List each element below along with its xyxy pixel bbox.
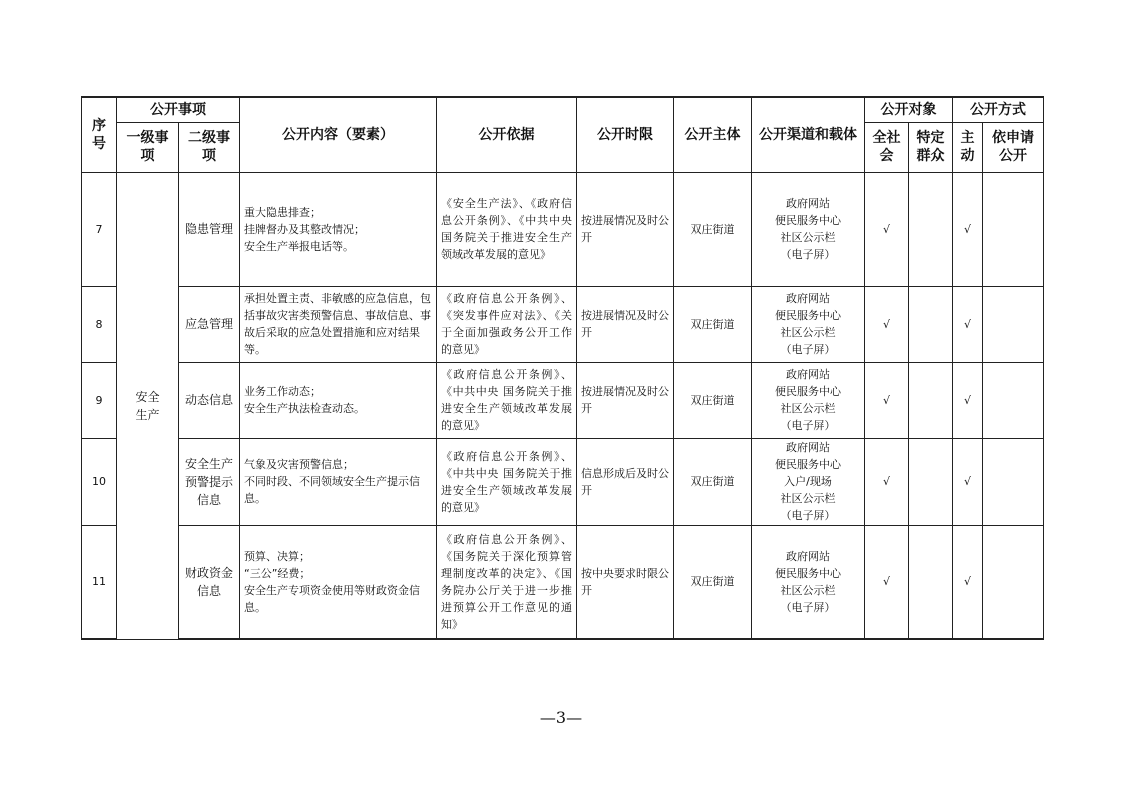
- header-content: 公开内容（要素）: [240, 97, 437, 172]
- subject-cell: 双庄街道: [674, 362, 752, 438]
- seq-cell: 9: [82, 362, 117, 438]
- basis-cell: 《政府信息公开条例》、《中共中央 国务院关于推进安全生产领域改革发展的意见》: [437, 438, 577, 525]
- channel-line: 政府网站: [786, 549, 830, 563]
- level1-category-cell: 安全生产: [117, 172, 179, 639]
- method-apply-cell: [983, 286, 1044, 362]
- channel-line: 便民服务中心: [775, 214, 841, 227]
- seq-cell: 10: [82, 438, 117, 525]
- level2-cell: 隐患管理: [179, 172, 240, 286]
- table-row: [82, 362, 1044, 438]
- time-limit-cell: 按进展情况及时公开: [577, 172, 674, 286]
- method-active-cell: √: [953, 438, 983, 525]
- header-audience-specific: 特定群众: [909, 122, 953, 172]
- method-apply-cell: [983, 362, 1044, 438]
- channel-cell: [752, 172, 865, 286]
- subject-cell: 双庄街道: [674, 525, 752, 639]
- header-level2: 二级事项: [179, 122, 240, 172]
- channel-line: 便民服务中心: [775, 566, 841, 580]
- header-method-apply: 依申请公开: [983, 122, 1044, 172]
- channel-line: 便民服务中心: [775, 458, 841, 471]
- header-audience: 公开对象: [865, 97, 953, 122]
- seq-cell: 8: [82, 286, 117, 362]
- content-line: 重大隐患排查；: [244, 205, 321, 219]
- audience-all-cell: √: [865, 438, 909, 525]
- content-line: 不同时段、不同领域安全生产提示信息。: [244, 475, 420, 505]
- header-method-active: 主动: [953, 122, 983, 172]
- content-cell: [240, 438, 437, 525]
- time-limit-cell: 按进展情况及时公开: [577, 362, 674, 438]
- method-active-cell: √: [953, 362, 983, 438]
- content-line: 预算、决算；: [244, 549, 310, 563]
- page-number: —3—: [539, 708, 583, 727]
- method-apply-cell: [983, 172, 1044, 286]
- channel-line: 便民服务中心: [775, 309, 841, 322]
- header-method: 公开方式: [953, 97, 1044, 122]
- header-basis: 公开依据: [437, 97, 577, 172]
- channel-line: 政府网站: [786, 292, 830, 305]
- channel-line: 社区公示栏: [780, 326, 836, 339]
- audience-specific-cell: [909, 172, 953, 286]
- level2-cell: 安全生产预警提示信息: [179, 438, 240, 525]
- subject-cell: 双庄街道: [674, 286, 752, 362]
- header-level1: 一级事项: [117, 122, 179, 172]
- audience-specific-cell: [909, 362, 953, 438]
- content-line: “三公”经费；: [244, 566, 311, 580]
- header-time-limit: 公开时限: [577, 97, 674, 172]
- content-line: 挂牌督办及其整改情况；: [244, 222, 365, 236]
- header-subject: 公开主体: [674, 97, 752, 172]
- content-line: 安全生产执法检查动态。: [244, 402, 365, 415]
- level2-cell: 动态信息: [179, 362, 240, 438]
- method-active-cell: √: [953, 172, 983, 286]
- time-limit-cell: 按中央要求时限公开: [577, 525, 674, 639]
- channel-line: （电子屏）: [780, 419, 836, 432]
- header-channel: 公开渠道和载体: [752, 97, 865, 172]
- header-matter: 公开事项: [117, 97, 240, 122]
- channel-line: 社区公示栏: [780, 402, 836, 415]
- channel-cell: [752, 286, 865, 362]
- table-row: [82, 286, 1044, 362]
- content-cell: [240, 286, 437, 362]
- content-line: 气象及灾害预警信息；: [244, 458, 354, 471]
- content-line: 安全生产专项资金使用等财政资金信息。: [244, 583, 420, 614]
- header-seq: 序号: [82, 97, 117, 172]
- basis-cell: 《安全生产法》、《政府信息公开条例》、《中共中央 国务院关于推进安全生产领域改革发展的意见》: [437, 172, 577, 286]
- channel-line: 社区公示栏: [780, 492, 836, 505]
- channel-line: 政府网站: [786, 368, 830, 381]
- audience-all-cell: √: [865, 172, 909, 286]
- channel-line: 入户/现场: [784, 475, 832, 488]
- channel-line: 政府网站: [786, 197, 830, 210]
- table-row: [82, 438, 1044, 525]
- content-cell: [240, 362, 437, 438]
- audience-specific-cell: [909, 438, 953, 525]
- channel-line: （电子屏）: [780, 600, 836, 614]
- basis-cell: 《政府信息公开条例》、《突发事件应对法》、《关于全面加强政务公开工作的意见》: [437, 286, 577, 362]
- audience-all-cell: √: [865, 525, 909, 639]
- content-line: 业务工作动态；: [244, 385, 321, 398]
- level2-cell: 应急管理: [179, 286, 240, 362]
- content-line: 承担处置主责、非敏感的应急信息，包括事故灾害类预警信息、事故信息、事故后采取的应急处置措施和应对结果等。: [244, 292, 431, 356]
- channel-line: 政府网站: [786, 441, 830, 454]
- method-active-cell: √: [953, 525, 983, 639]
- channel-cell: [752, 438, 865, 525]
- time-limit-cell: 按进展情况及时公开: [577, 286, 674, 362]
- audience-specific-cell: [909, 286, 953, 362]
- subject-cell: 双庄街道: [674, 438, 752, 525]
- channel-line: （电子屏）: [780, 248, 836, 261]
- basis-cell: 《政府信息公开条例》、《中共中央 国务院关于推进安全生产领域改革发展的意见》: [437, 362, 577, 438]
- channel-line: 社区公示栏: [780, 231, 836, 244]
- channel-line: （电子屏）: [780, 343, 836, 356]
- time-limit-cell: 信息形成后及时公开: [577, 438, 674, 525]
- subject-cell: 双庄街道: [674, 172, 752, 286]
- channel-line: 社区公示栏: [780, 583, 836, 597]
- content-line: 安全生产举报电话等。: [244, 239, 354, 253]
- channel-line: 便民服务中心: [775, 385, 841, 398]
- table-body: [82, 172, 1044, 639]
- method-active-cell: √: [953, 286, 983, 362]
- method-apply-cell: [983, 525, 1044, 639]
- level2-cell: 财政资金信息: [179, 525, 240, 639]
- channel-cell: [752, 362, 865, 438]
- table-row: [82, 172, 1044, 286]
- header-audience-all: 全社会: [865, 122, 909, 172]
- table-row: [82, 525, 1044, 639]
- audience-all-cell: √: [865, 286, 909, 362]
- seq-cell: 7: [82, 172, 117, 286]
- audience-all-cell: √: [865, 362, 909, 438]
- content-cell: [240, 525, 437, 639]
- channel-cell: [752, 525, 865, 639]
- content-cell: [240, 172, 437, 286]
- seq-cell: 11: [82, 525, 117, 639]
- method-apply-cell: [983, 438, 1044, 525]
- channel-line: （电子屏）: [780, 509, 836, 522]
- disclosure-table: [81, 96, 1044, 640]
- basis-cell: 《政府信息公开条例》、《国务院关于深化预算管理制度改革的决定》、《国务院办公厅关于进一步推进预算公开工作意见的通知》: [437, 525, 577, 639]
- audience-specific-cell: [909, 525, 953, 639]
